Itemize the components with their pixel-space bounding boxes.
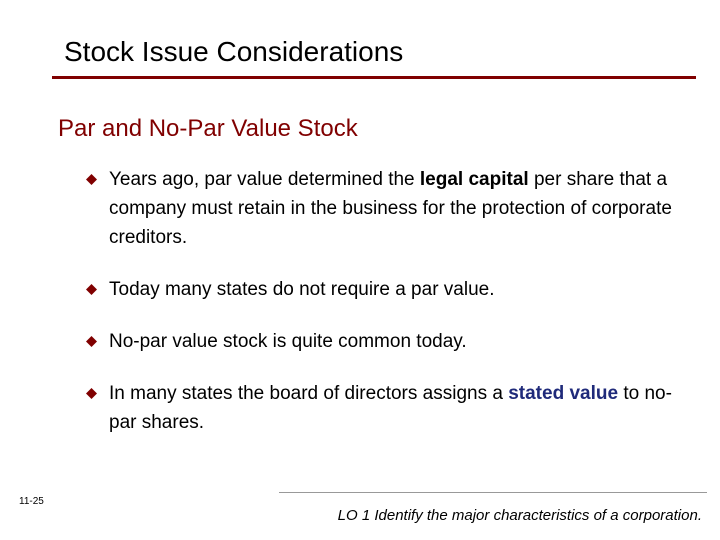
bullet-text: No-par value stock is quite common today.	[109, 331, 467, 352]
bullet-list	[84, 165, 684, 460]
diamond-bullet-icon	[86, 174, 97, 185]
diamond-bullet-icon	[86, 336, 97, 347]
bullet-item	[84, 275, 684, 304]
footer-divider	[279, 492, 707, 493]
bullet-text-pre: In many states the board of directors assigns a	[109, 383, 509, 404]
title-underline	[52, 76, 696, 79]
bullet-emphasis: legal capital	[419, 169, 529, 190]
slide-number: 11-25	[19, 496, 44, 507]
learning-objective-footer: LO 1 Identify the major characteristics of a corporation.	[337, 507, 702, 524]
bullet-text-pre: Years ago, par value determined the	[109, 169, 420, 190]
bullet-emphasis: stated value	[508, 383, 619, 404]
bullet-text-post: per share that a company must retain in the business for the protection of corporate creditors.	[109, 169, 672, 248]
slide-subtitle: Par and No-Par Value Stock	[58, 115, 358, 142]
bullet-text-post: to no-par shares.	[109, 383, 672, 433]
bullet-item	[84, 379, 684, 437]
slide-title: Stock Issue Considerations	[64, 36, 404, 67]
diamond-bullet-icon	[86, 284, 97, 295]
bullet-text: Today many states do not require a par value.	[109, 279, 495, 300]
diamond-bullet-icon	[86, 388, 97, 399]
bullet-item	[84, 327, 684, 356]
bullet-item	[84, 165, 684, 252]
